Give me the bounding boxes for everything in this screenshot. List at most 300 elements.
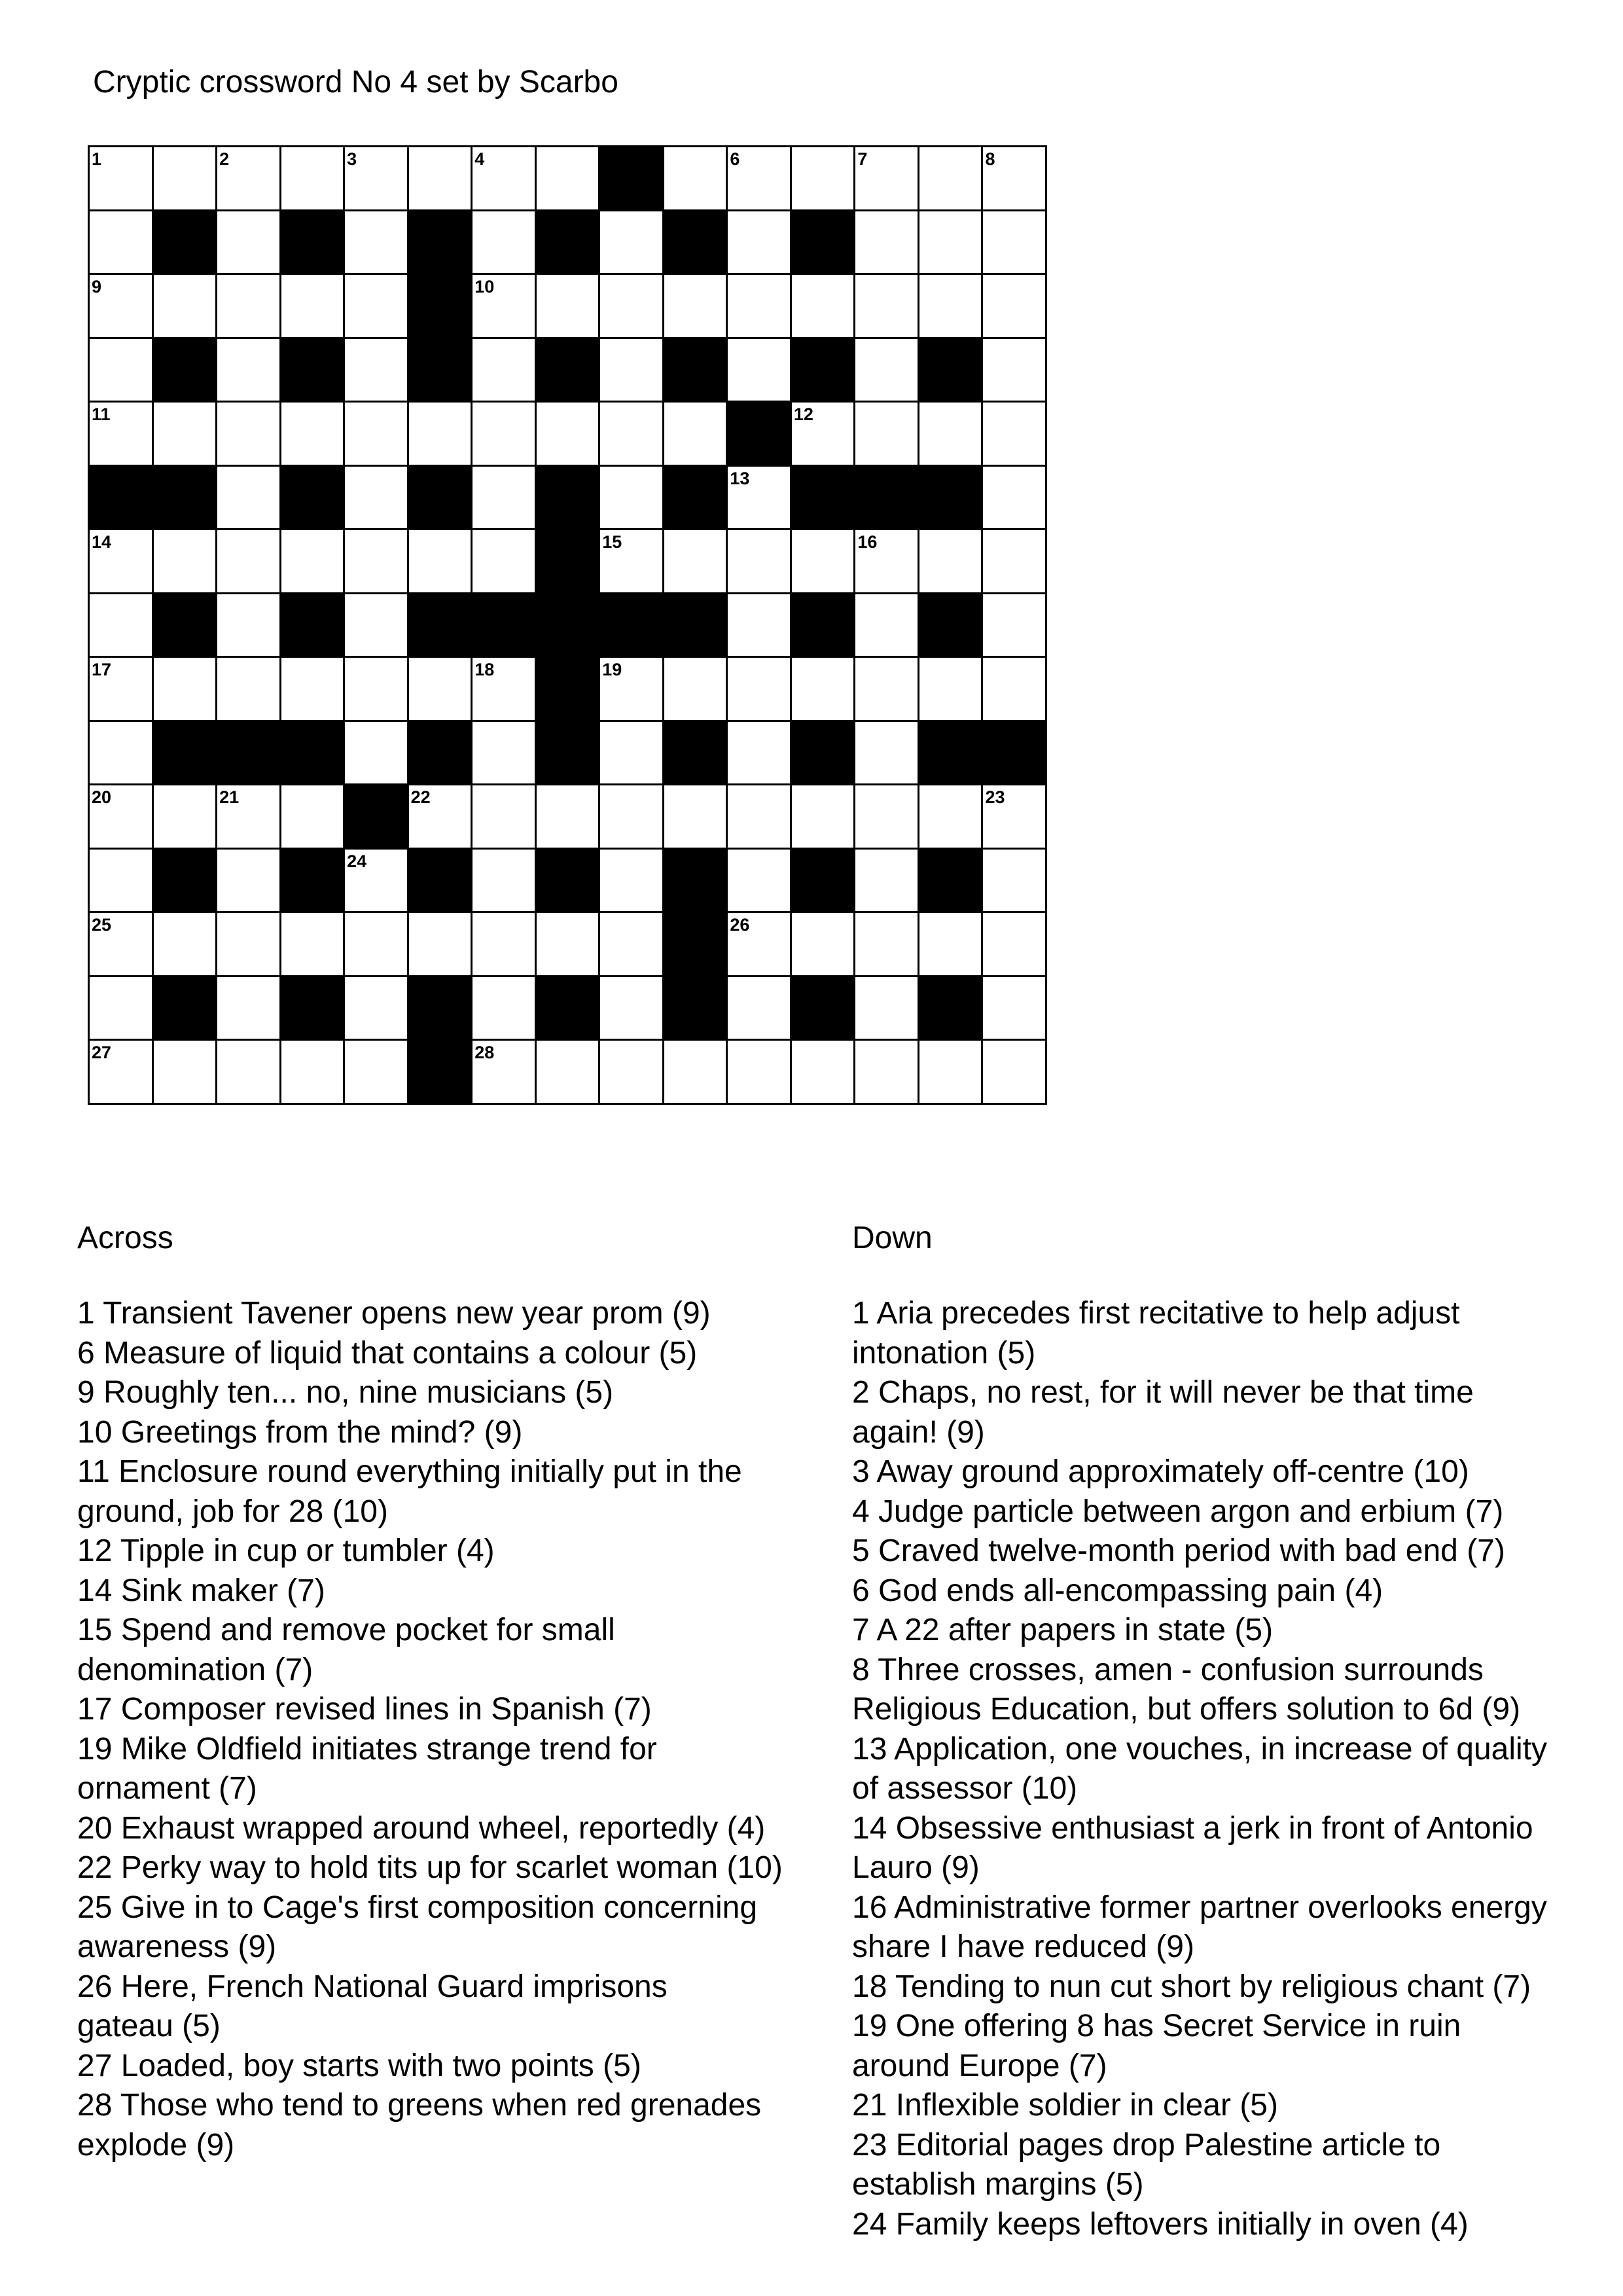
grid-block: [664, 913, 728, 977]
grid-cell[interactable]: [983, 785, 1047, 850]
grid-block: [281, 977, 346, 1041]
grid-cell[interactable]: [217, 275, 281, 339]
down-clue-line: intonation (5): [852, 1335, 1036, 1371]
grid-block: [792, 339, 856, 403]
grid-cell[interactable]: [728, 275, 792, 339]
grid-block: [154, 977, 218, 1041]
grid-cell[interactable]: [855, 977, 919, 1041]
grid-cell[interactable]: [855, 403, 919, 467]
grid-cell[interactable]: [154, 147, 218, 211]
grid-block: [664, 722, 728, 786]
down-clue-line: 16 Administrative former partner overlooks energy: [852, 1890, 1547, 1925]
grid-block: [664, 339, 728, 403]
grid-cell[interactable]: [983, 339, 1047, 403]
clue-number: 8: [985, 149, 995, 169]
down-clue-line: 1 Aria precedes first recitative to help adjust: [852, 1296, 1460, 1331]
across-clue-line: 26 Here, French National Guard imprisons: [77, 1969, 668, 2004]
clue-number: 2: [219, 149, 230, 169]
across-clue-line: ground, job for 28 (10): [77, 1494, 388, 1529]
clue-number: 11: [92, 404, 111, 425]
grid-cell[interactable]: [90, 658, 154, 722]
grid-cell[interactable]: [345, 1041, 409, 1105]
grid-block: [154, 339, 218, 403]
grid-cell[interactable]: [919, 530, 984, 594]
grid-cell[interactable]: [792, 530, 856, 594]
grid-block: [537, 850, 601, 914]
grid-cell[interactable]: [473, 785, 537, 850]
down-clue-line: Religious Education, but offers solution to 6d (9): [852, 1692, 1521, 1727]
grid-cell[interactable]: [600, 850, 664, 914]
grid-cell[interactable]: [345, 467, 409, 531]
down-heading: Down: [852, 1221, 933, 1255]
grid-cell[interactable]: [728, 977, 792, 1041]
grid-cell[interactable]: [217, 530, 281, 594]
grid-cell[interactable]: [983, 530, 1047, 594]
grid-block: [919, 850, 984, 914]
grid-cell[interactable]: [409, 147, 473, 211]
grid-cell[interactable]: [345, 339, 409, 403]
grid-cell[interactable]: [154, 913, 218, 977]
clue-number: 10: [474, 277, 495, 297]
grid-block: [600, 594, 664, 658]
grid-cell[interactable]: [600, 275, 664, 339]
grid-cell[interactable]: [600, 913, 664, 977]
grid-cell[interactable]: [281, 1041, 346, 1105]
grid-cell[interactable]: [664, 658, 728, 722]
grid-cell[interactable]: [792, 913, 856, 977]
clue-number: 25: [92, 915, 112, 935]
grid-cell[interactable]: [919, 403, 984, 467]
grid-cell[interactable]: [983, 467, 1047, 531]
grid-block: [664, 977, 728, 1041]
grid-cell[interactable]: [154, 275, 218, 339]
grid-cell[interactable]: [473, 339, 537, 403]
grid-block: [664, 850, 728, 914]
grid-cell[interactable]: [855, 211, 919, 276]
grid-cell[interactable]: [409, 785, 473, 850]
across-clue-line: gateau (5): [77, 2009, 221, 2043]
grid-cell[interactable]: [600, 530, 664, 594]
grid-cell[interactable]: [90, 594, 154, 658]
grid-cell[interactable]: [537, 913, 601, 977]
grid-block: [537, 594, 601, 658]
grid-cell[interactable]: [983, 658, 1047, 722]
grid-cell[interactable]: [983, 403, 1047, 467]
grid-cell[interactable]: [345, 722, 409, 786]
grid-cell[interactable]: [281, 913, 346, 977]
grid-cell[interactable]: [154, 530, 218, 594]
grid-block: [154, 850, 218, 914]
grid-cell[interactable]: [983, 275, 1047, 339]
grid-cell[interactable]: [217, 594, 281, 658]
across-clue-line: 12 Tipple in cup or tumbler (4): [77, 1534, 495, 1568]
grid-cell[interactable]: [728, 339, 792, 403]
grid-cell[interactable]: [345, 403, 409, 467]
grid-cell[interactable]: [983, 147, 1047, 211]
grid-block: [409, 467, 473, 531]
grid-cell[interactable]: [281, 530, 346, 594]
grid-cell[interactable]: [919, 913, 984, 977]
down-clue-line: 23 Editorial pages drop Palestine article to: [852, 2127, 1441, 2162]
grid-cell[interactable]: [473, 658, 537, 722]
grid-cell[interactable]: [90, 1041, 154, 1105]
grid-block: [409, 850, 473, 914]
grid-cell[interactable]: [281, 275, 346, 339]
grid-block: [409, 977, 473, 1041]
grid-cell[interactable]: [983, 594, 1047, 658]
grid-block: [281, 467, 346, 531]
grid-cell[interactable]: [217, 211, 281, 276]
grid-block: [537, 530, 601, 594]
grid-cell[interactable]: [345, 850, 409, 914]
grid-cell[interactable]: [728, 1041, 792, 1105]
down-clue-line: 19 One offering 8 has Secret Service in ruin: [852, 2009, 1461, 2043]
clue-number: 5: [602, 149, 613, 169]
grid-block: [409, 722, 473, 786]
clue-number: 20: [92, 787, 112, 808]
clue-number: 16: [857, 532, 878, 552]
grid-cell[interactable]: [728, 722, 792, 786]
grid-cell[interactable]: [855, 147, 919, 211]
grid-cell[interactable]: [345, 275, 409, 339]
grid-cell[interactable]: [473, 467, 537, 531]
grid-cell[interactable]: [217, 785, 281, 850]
grid-block: [345, 785, 409, 850]
down-clue-line: 24 Family keeps leftovers initially in oven (4): [852, 2206, 1469, 2242]
grid-cell[interactable]: [983, 850, 1047, 914]
grid-cell[interactable]: [345, 594, 409, 658]
grid-cell[interactable]: [664, 403, 728, 467]
clue-number: 14: [92, 532, 112, 552]
clue-number: 24: [347, 851, 367, 871]
grid-cell[interactable]: [792, 785, 856, 850]
grid-cell[interactable]: [217, 339, 281, 403]
grid-block: [537, 722, 601, 786]
grid-cell[interactable]: [855, 850, 919, 914]
grid-cell[interactable]: [664, 275, 728, 339]
grid-cell[interactable]: [728, 530, 792, 594]
grid-cell[interactable]: [664, 147, 728, 211]
grid-block: [154, 722, 218, 786]
grid-cell[interactable]: [154, 1041, 218, 1105]
down-clue-line: 13 Application, one vouches, in increase of quality: [852, 1731, 1548, 1767]
grid-block: [983, 722, 1047, 786]
grid-cell[interactable]: [217, 977, 281, 1041]
grid-cell[interactable]: [728, 658, 792, 722]
grid-cell[interactable]: [983, 211, 1047, 276]
grid-block: [90, 467, 154, 531]
clue-number: 7: [857, 149, 868, 169]
grid-cell[interactable]: [919, 1041, 984, 1105]
grid-cell[interactable]: [473, 211, 537, 276]
grid-block: [664, 211, 728, 276]
grid-cell[interactable]: [345, 658, 409, 722]
grid-cell[interactable]: [537, 275, 601, 339]
clue-number: 15: [602, 532, 622, 552]
across-clue-line: 15 Spend and remove pocket for small: [77, 1613, 615, 1647]
grid-cell[interactable]: [281, 403, 346, 467]
grid-cell[interactable]: [409, 530, 473, 594]
grid-cell[interactable]: [90, 850, 154, 914]
grid-block: [664, 594, 728, 658]
grid-cell[interactable]: [728, 785, 792, 850]
grid-cell[interactable]: [855, 275, 919, 339]
grid-block: [855, 467, 919, 531]
grid-cell[interactable]: [154, 785, 218, 850]
clue-number: 1: [92, 149, 102, 169]
grid-cell[interactable]: [537, 785, 601, 850]
grid-cell[interactable]: [919, 785, 984, 850]
grid-cell[interactable]: [217, 147, 281, 211]
down-clue-line: establish margins (5): [852, 2167, 1144, 2202]
grid-block: [537, 211, 601, 276]
grid-block: [154, 211, 218, 276]
grid-cell[interactable]: [600, 211, 664, 276]
grid-block: [919, 722, 984, 786]
grid-block: [281, 339, 346, 403]
grid-cell[interactable]: [281, 147, 346, 211]
grid-cell[interactable]: [473, 147, 537, 211]
grid-cell[interactable]: [345, 147, 409, 211]
grid-block: [664, 467, 728, 531]
grid-cell[interactable]: [664, 530, 728, 594]
grid-cell[interactable]: [600, 1041, 664, 1105]
grid-cell[interactable]: [409, 403, 473, 467]
clue-number: 9: [92, 277, 102, 297]
down-clue-line: 4 Judge particle between argon and erbium (7): [852, 1494, 1504, 1529]
grid-cell[interactable]: [217, 913, 281, 977]
grid-cell[interactable]: [983, 1041, 1047, 1105]
grid-cell[interactable]: [537, 403, 601, 467]
grid-cell[interactable]: [728, 913, 792, 977]
grid-cell[interactable]: [90, 785, 154, 850]
grid-cell[interactable]: [855, 785, 919, 850]
grid-cell[interactable]: [792, 147, 856, 211]
across-clue-line: 9 Roughly ten... no, nine musicians (5): [77, 1375, 614, 1410]
grid-block: [537, 658, 601, 722]
grid-block: [409, 594, 473, 658]
grid-block: [537, 977, 601, 1041]
clue-number: 23: [985, 787, 1005, 808]
across-heading: Across: [77, 1221, 173, 1255]
grid-cell[interactable]: [473, 913, 537, 977]
clue-number: 27: [92, 1043, 112, 1063]
grid-cell[interactable]: [90, 211, 154, 276]
grid-block: [409, 1041, 473, 1105]
down-clue-line: 5 Craved twelve-month period with bad end (7): [852, 1534, 1505, 1568]
grid-cell[interactable]: [855, 530, 919, 594]
grid-cell[interactable]: [919, 658, 984, 722]
across-clue-line: 1 Transient Tavener opens new year prom (9): [77, 1296, 711, 1331]
clue-number: 12: [793, 404, 813, 425]
grid-cell[interactable]: [855, 1041, 919, 1105]
grid-cell[interactable]: [345, 913, 409, 977]
across-clue-line: 10 Greetings from the mind? (9): [77, 1414, 523, 1450]
grid-cell[interactable]: [855, 913, 919, 977]
grid-cell[interactable]: [664, 1041, 728, 1105]
grid-cell[interactable]: [281, 658, 346, 722]
grid-cell[interactable]: [664, 785, 728, 850]
grid-block: [919, 977, 984, 1041]
across-clue-line: 11 Enclosure round everything initially put in the: [77, 1454, 742, 1489]
grid-cell[interactable]: [983, 913, 1047, 977]
grid-block: [281, 722, 346, 786]
grid-cell[interactable]: [537, 147, 601, 211]
down-clue-line: 8 Three crosses, amen - confusion surrounds: [852, 1652, 1484, 1687]
grid-cell[interactable]: [217, 403, 281, 467]
grid-block: [409, 275, 473, 339]
grid-cell[interactable]: [409, 913, 473, 977]
grid-cell[interactable]: [90, 403, 154, 467]
grid-block: [919, 467, 984, 531]
across-clue-line: 27 Loaded, boy starts with two points (5): [77, 2048, 641, 2083]
clue-number: 19: [602, 660, 622, 680]
grid-block: [919, 594, 984, 658]
grid-cell[interactable]: [345, 530, 409, 594]
grid-cell[interactable]: [217, 658, 281, 722]
across-clue-line: denomination (7): [77, 1652, 313, 1687]
down-clue-list: [852, 1294, 1611, 2244]
grid-cell[interactable]: [600, 658, 664, 722]
across-clue-line: explode (9): [77, 2127, 235, 2162]
grid-cell[interactable]: [919, 275, 984, 339]
grid-cell[interactable]: [600, 403, 664, 467]
grid-cell[interactable]: [537, 1041, 601, 1105]
grid-cell[interactable]: [728, 467, 792, 531]
grid-cell[interactable]: [154, 403, 218, 467]
down-clue-line: 18 Tending to nun cut short by religious chant (7): [852, 1969, 1531, 2004]
grid-cell[interactable]: [90, 275, 154, 339]
grid-block: [919, 339, 984, 403]
grid-block: [281, 211, 346, 276]
grid-cell[interactable]: [473, 722, 537, 786]
down-clue-line: share I have reduced (9): [852, 1929, 1194, 1964]
across-clue-line: 28 Those who tend to greens when red grenades: [77, 2088, 762, 2123]
grid-cell[interactable]: [919, 211, 984, 276]
grid-cell[interactable]: [473, 850, 537, 914]
across-clue-line: 25 Give in to Cage's first composition concerning: [77, 1890, 758, 1925]
grid-cell[interactable]: [855, 594, 919, 658]
grid-block: [537, 339, 601, 403]
grid-block: [473, 594, 537, 658]
grid-cell[interactable]: [473, 403, 537, 467]
grid-cell[interactable]: [855, 339, 919, 403]
clue-number: 4: [474, 149, 485, 169]
grid-block: [792, 594, 856, 658]
grid-cell[interactable]: [983, 977, 1047, 1041]
down-clue-line: 21 Inflexible soldier in clear (5): [852, 2088, 1278, 2123]
clue-number: 13: [730, 468, 750, 488]
grid-cell[interactable]: [919, 147, 984, 211]
grid-cell[interactable]: [792, 403, 856, 467]
grid-cell[interactable]: [154, 658, 218, 722]
down-clue-line: 6 God ends all-encompassing pain (4): [852, 1573, 1383, 1608]
grid-cell[interactable]: [90, 913, 154, 977]
grid-block: [154, 467, 218, 531]
across-clue-line: 14 Sink maker (7): [77, 1573, 325, 1608]
grid-cell[interactable]: [473, 977, 537, 1041]
grid-cell[interactable]: [409, 658, 473, 722]
grid-cell[interactable]: [90, 977, 154, 1041]
grid-cell[interactable]: [217, 1041, 281, 1105]
grid-block: [792, 211, 856, 276]
grid-cell[interactable]: [600, 977, 664, 1041]
down-clue-line: Lauro (9): [852, 1850, 980, 1885]
grid-cell[interactable]: [855, 722, 919, 786]
crossword-grid: [88, 145, 1047, 1105]
clue-number: 17: [92, 660, 112, 680]
grid-cell[interactable]: [217, 467, 281, 531]
grid-cell[interactable]: [345, 211, 409, 276]
clue-number: 28: [474, 1043, 495, 1063]
clue-number: 18: [474, 660, 495, 680]
grid-block: [537, 467, 601, 531]
down-clue-line: of assessor (10): [852, 1771, 1078, 1806]
grid-cell[interactable]: [600, 467, 664, 531]
down-clue-line: again! (9): [852, 1414, 985, 1450]
grid-block: [409, 211, 473, 276]
grid-cell[interactable]: [90, 147, 154, 211]
grid-block: [792, 467, 856, 531]
grid-cell[interactable]: [345, 977, 409, 1041]
across-clue-list: [77, 1294, 843, 2165]
across-clue-line: 6 Measure of liquid that contains a colour (5): [77, 1335, 698, 1371]
down-clue-line: 14 Obsessive enthusiast a jerk in front of Antonio: [852, 1810, 1533, 1846]
grid-cell[interactable]: [600, 722, 664, 786]
grid-cell[interactable]: [728, 594, 792, 658]
grid-cell[interactable]: [792, 275, 856, 339]
grid-cell[interactable]: [792, 658, 856, 722]
across-clue-line: 19 Mike Oldfield initiates strange trend for: [77, 1731, 657, 1767]
grid-cell[interactable]: [855, 658, 919, 722]
across-clue-line: 17 Composer revised lines in Spanish (7): [77, 1692, 652, 1727]
grid-cell[interactable]: [792, 1041, 856, 1105]
clue-number: 6: [730, 149, 740, 169]
across-clue-line: awareness (9): [77, 1929, 277, 1964]
grid-cell[interactable]: [473, 530, 537, 594]
across-clue-line: 22 Perky way to hold tits up for scarlet woman (10): [77, 1850, 783, 1885]
grid-cell[interactable]: [90, 339, 154, 403]
grid-block: [217, 722, 281, 786]
clue-number: 26: [730, 915, 750, 935]
across-clue-line: ornament (7): [77, 1771, 257, 1806]
down-clue-line: 2 Chaps, no rest, for it will never be that time: [852, 1375, 1474, 1410]
grid-block: [409, 339, 473, 403]
grid-cell[interactable]: [473, 1041, 537, 1105]
grid-cell[interactable]: [728, 211, 792, 276]
page-title: Cryptic crossword No 4 set by Scarbo: [93, 65, 618, 99]
grid-block: [281, 594, 346, 658]
grid-cell[interactable]: [728, 147, 792, 211]
grid-cell[interactable]: [600, 785, 664, 850]
grid-block: [281, 850, 346, 914]
across-clue-line: 20 Exhaust wrapped around wheel, reportedly (4): [77, 1810, 766, 1846]
grid-cell[interactable]: [473, 275, 537, 339]
grid-cell[interactable]: [281, 785, 346, 850]
grid-cell[interactable]: [217, 850, 281, 914]
grid-block: [154, 594, 218, 658]
grid-cell[interactable]: [728, 850, 792, 914]
down-clue-line: 3 Away ground approximately off-centre (10): [852, 1454, 1469, 1489]
grid-cell[interactable]: [600, 339, 664, 403]
grid-block: [600, 147, 664, 211]
clue-number: 22: [410, 787, 431, 808]
grid-cell[interactable]: [90, 722, 154, 786]
clue-number: 21: [219, 787, 240, 808]
down-clue-line: 7 A 22 after papers in state (5): [852, 1613, 1274, 1647]
grid-cell[interactable]: [90, 530, 154, 594]
grid-block: [792, 722, 856, 786]
